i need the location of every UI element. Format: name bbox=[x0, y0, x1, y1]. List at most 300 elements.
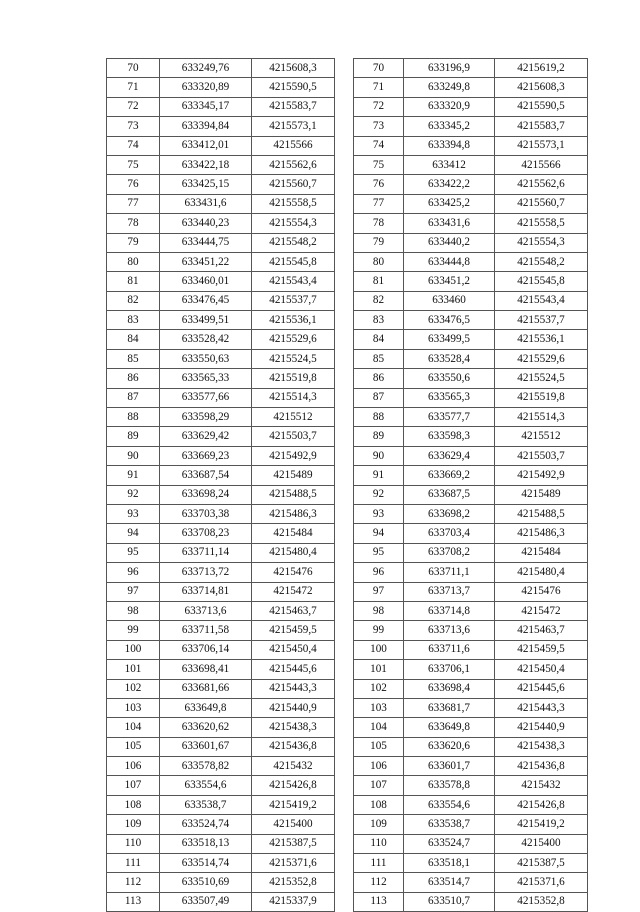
point-number-cell: 76 bbox=[107, 175, 160, 194]
x-coordinate-cell: 633412,01 bbox=[160, 136, 252, 155]
table-row bbox=[354, 97, 588, 116]
point-number-cell: 94 bbox=[354, 524, 404, 543]
table-row bbox=[107, 737, 335, 756]
point-number-cell: 72 bbox=[354, 97, 404, 116]
x-coordinate-cell: 633565,3 bbox=[404, 388, 495, 407]
y-coordinate-cell: 4215476 bbox=[252, 563, 335, 582]
point-number-cell: 95 bbox=[354, 543, 404, 562]
x-coordinate-cell: 633345,17 bbox=[160, 97, 252, 116]
x-coordinate-cell: 633713,6 bbox=[160, 601, 252, 620]
table-row bbox=[107, 349, 335, 368]
x-coordinate-cell: 633669,23 bbox=[160, 446, 252, 465]
table-row bbox=[107, 59, 335, 78]
table-row bbox=[354, 776, 588, 795]
table-row bbox=[354, 272, 588, 291]
y-coordinate-cell: 4215524,5 bbox=[495, 369, 588, 388]
table-row bbox=[107, 311, 335, 330]
point-number-cell: 93 bbox=[107, 504, 160, 523]
point-number-cell: 107 bbox=[107, 776, 160, 795]
x-coordinate-cell: 633460,01 bbox=[160, 272, 252, 291]
point-number-cell: 101 bbox=[107, 660, 160, 679]
x-coordinate-cell: 633394,8 bbox=[404, 136, 495, 155]
table-row bbox=[354, 155, 588, 174]
x-coordinate-cell: 633708,23 bbox=[160, 524, 252, 543]
x-coordinate-cell: 633565,33 bbox=[160, 369, 252, 388]
x-coordinate-cell: 633713,6 bbox=[404, 621, 495, 640]
y-coordinate-cell: 4215492,9 bbox=[495, 466, 588, 485]
table-row bbox=[354, 834, 588, 853]
point-number-cell: 100 bbox=[107, 640, 160, 659]
point-number-cell: 71 bbox=[354, 78, 404, 97]
table-row bbox=[107, 408, 335, 427]
point-number-cell: 87 bbox=[354, 388, 404, 407]
x-coordinate-cell: 633249,8 bbox=[404, 78, 495, 97]
table-row bbox=[107, 194, 335, 213]
y-coordinate-cell: 4215566 bbox=[252, 136, 335, 155]
y-coordinate-cell: 4215548,2 bbox=[495, 252, 588, 271]
x-coordinate-cell: 633649,8 bbox=[160, 698, 252, 717]
table-row bbox=[354, 349, 588, 368]
y-coordinate-cell: 4215450,4 bbox=[252, 640, 335, 659]
point-number-cell: 110 bbox=[107, 834, 160, 853]
table-row bbox=[107, 892, 335, 911]
point-number-cell: 103 bbox=[107, 698, 160, 717]
x-coordinate-cell: 633320,9 bbox=[404, 97, 495, 116]
table-row bbox=[354, 311, 588, 330]
y-coordinate-cell: 4215489 bbox=[252, 466, 335, 485]
table-row bbox=[354, 873, 588, 892]
table-row bbox=[354, 563, 588, 582]
table-row bbox=[107, 757, 335, 776]
y-coordinate-cell: 4215450,4 bbox=[495, 660, 588, 679]
table-row bbox=[354, 621, 588, 640]
y-coordinate-cell: 4215489 bbox=[495, 485, 588, 504]
table-row bbox=[354, 543, 588, 562]
x-coordinate-cell: 633687,54 bbox=[160, 466, 252, 485]
table-row bbox=[354, 718, 588, 737]
point-number-cell: 86 bbox=[107, 369, 160, 388]
table-row bbox=[354, 698, 588, 717]
y-coordinate-cell: 4215400 bbox=[495, 834, 588, 853]
y-coordinate-cell: 4215480,4 bbox=[252, 543, 335, 562]
y-coordinate-cell: 4215554,3 bbox=[252, 214, 335, 233]
point-number-cell: 79 bbox=[107, 233, 160, 252]
x-coordinate-cell: 633598,3 bbox=[404, 427, 495, 446]
table-row bbox=[107, 834, 335, 853]
x-coordinate-cell: 633524,7 bbox=[404, 834, 495, 853]
table-row bbox=[107, 214, 335, 233]
point-number-cell: 74 bbox=[107, 136, 160, 155]
x-coordinate-cell: 633713,7 bbox=[404, 582, 495, 601]
table-row bbox=[107, 815, 335, 834]
table-row bbox=[354, 136, 588, 155]
x-coordinate-cell: 633629,4 bbox=[404, 446, 495, 465]
y-coordinate-cell: 4215529,6 bbox=[495, 349, 588, 368]
table-row bbox=[354, 640, 588, 659]
y-coordinate-cell: 4215484 bbox=[252, 524, 335, 543]
y-coordinate-cell: 4215432 bbox=[252, 757, 335, 776]
coordinates-table-right bbox=[353, 58, 588, 912]
table-row bbox=[354, 175, 588, 194]
point-number-cell: 103 bbox=[354, 698, 404, 717]
point-number-cell: 107 bbox=[354, 776, 404, 795]
table-row bbox=[107, 524, 335, 543]
table-row bbox=[107, 621, 335, 640]
y-coordinate-cell: 4215440,9 bbox=[495, 718, 588, 737]
point-number-cell: 87 bbox=[107, 388, 160, 407]
point-number-cell: 99 bbox=[354, 621, 404, 640]
x-coordinate-cell: 633649,8 bbox=[404, 718, 495, 737]
point-number-cell: 98 bbox=[107, 601, 160, 620]
x-coordinate-cell: 633499,5 bbox=[404, 330, 495, 349]
x-coordinate-cell: 633578,8 bbox=[404, 776, 495, 795]
point-number-cell: 75 bbox=[354, 155, 404, 174]
point-number-cell: 79 bbox=[354, 233, 404, 252]
table-row bbox=[354, 117, 588, 136]
y-coordinate-cell: 4215545,8 bbox=[252, 252, 335, 271]
table-row bbox=[107, 369, 335, 388]
point-number-cell: 83 bbox=[354, 311, 404, 330]
point-number-cell: 70 bbox=[354, 59, 404, 78]
table-row bbox=[107, 155, 335, 174]
table-row bbox=[354, 330, 588, 349]
y-coordinate-cell: 4215440,9 bbox=[252, 698, 335, 717]
table-row bbox=[107, 640, 335, 659]
x-coordinate-cell: 633440,2 bbox=[404, 233, 495, 252]
table-row bbox=[354, 504, 588, 523]
x-coordinate-cell: 633538,7 bbox=[404, 815, 495, 834]
x-coordinate-cell: 633440,23 bbox=[160, 214, 252, 233]
point-number-cell: 111 bbox=[107, 854, 160, 873]
table-row bbox=[354, 892, 588, 911]
x-coordinate-cell: 633451,22 bbox=[160, 252, 252, 271]
x-coordinate-cell: 633669,2 bbox=[404, 466, 495, 485]
x-coordinate-cell: 633577,7 bbox=[404, 408, 495, 427]
y-coordinate-cell: 4215554,3 bbox=[495, 233, 588, 252]
y-coordinate-cell: 4215545,8 bbox=[495, 272, 588, 291]
table-row bbox=[107, 873, 335, 892]
point-number-cell: 78 bbox=[354, 214, 404, 233]
y-coordinate-cell: 4215537,7 bbox=[252, 291, 335, 310]
x-coordinate-cell: 633518,13 bbox=[160, 834, 252, 853]
point-number-cell: 70 bbox=[107, 59, 160, 78]
table-row bbox=[107, 117, 335, 136]
table-row bbox=[107, 543, 335, 562]
y-coordinate-cell: 4215562,6 bbox=[252, 155, 335, 174]
x-coordinate-cell: 633706,1 bbox=[404, 660, 495, 679]
x-coordinate-cell: 633196,9 bbox=[404, 59, 495, 78]
x-coordinate-cell: 633703,4 bbox=[404, 524, 495, 543]
point-number-cell: 102 bbox=[107, 679, 160, 698]
x-coordinate-cell: 633681,66 bbox=[160, 679, 252, 698]
point-number-cell: 102 bbox=[354, 679, 404, 698]
point-number-cell: 109 bbox=[354, 815, 404, 834]
x-coordinate-cell: 633249,76 bbox=[160, 59, 252, 78]
x-coordinate-cell: 633524,74 bbox=[160, 815, 252, 834]
table-row bbox=[107, 446, 335, 465]
y-coordinate-cell: 4215352,8 bbox=[252, 873, 335, 892]
y-coordinate-cell: 4215438,3 bbox=[252, 718, 335, 737]
table-row bbox=[107, 601, 335, 620]
y-coordinate-cell: 4215514,3 bbox=[495, 408, 588, 427]
table-row bbox=[107, 78, 335, 97]
y-coordinate-cell: 4215486,3 bbox=[252, 504, 335, 523]
table-row bbox=[107, 466, 335, 485]
y-coordinate-cell: 4215476 bbox=[495, 582, 588, 601]
x-coordinate-cell: 633431,6 bbox=[160, 194, 252, 213]
y-coordinate-cell: 4215503,7 bbox=[495, 446, 588, 465]
table-row bbox=[354, 582, 588, 601]
point-number-cell: 74 bbox=[354, 136, 404, 155]
y-coordinate-cell: 4215400 bbox=[252, 815, 335, 834]
y-coordinate-cell: 4215436,8 bbox=[495, 757, 588, 776]
x-coordinate-cell: 633451,2 bbox=[404, 272, 495, 291]
point-number-cell: 73 bbox=[107, 117, 160, 136]
x-coordinate-cell: 633698,4 bbox=[404, 679, 495, 698]
point-number-cell: 82 bbox=[107, 291, 160, 310]
table-row bbox=[354, 524, 588, 543]
point-number-cell: 113 bbox=[107, 892, 160, 911]
point-number-cell: 84 bbox=[107, 330, 160, 349]
y-coordinate-cell: 4215573,1 bbox=[495, 136, 588, 155]
x-coordinate-cell: 633687,5 bbox=[404, 485, 495, 504]
point-number-cell: 77 bbox=[107, 194, 160, 213]
coordinates-table-body bbox=[107, 59, 335, 912]
table-row bbox=[107, 485, 335, 504]
x-coordinate-cell: 633425,15 bbox=[160, 175, 252, 194]
point-number-cell: 97 bbox=[107, 582, 160, 601]
y-coordinate-cell: 4215519,8 bbox=[252, 369, 335, 388]
x-coordinate-cell: 633476,45 bbox=[160, 291, 252, 310]
point-number-cell: 80 bbox=[107, 252, 160, 271]
table-row bbox=[354, 233, 588, 252]
point-number-cell: 91 bbox=[107, 466, 160, 485]
point-number-cell: 91 bbox=[354, 466, 404, 485]
x-coordinate-cell: 633554,6 bbox=[404, 795, 495, 814]
x-coordinate-cell: 633510,7 bbox=[404, 892, 495, 911]
y-coordinate-cell: 4215419,2 bbox=[252, 795, 335, 814]
point-number-cell: 78 bbox=[107, 214, 160, 233]
y-coordinate-cell: 4215512 bbox=[252, 408, 335, 427]
point-number-cell: 101 bbox=[354, 660, 404, 679]
table-row bbox=[107, 718, 335, 737]
y-coordinate-cell: 4215488,5 bbox=[495, 504, 588, 523]
point-number-cell: 108 bbox=[354, 795, 404, 814]
table-row bbox=[107, 698, 335, 717]
x-coordinate-cell: 633444,75 bbox=[160, 233, 252, 252]
y-coordinate-cell: 4215503,7 bbox=[252, 427, 335, 446]
table-row bbox=[107, 679, 335, 698]
point-number-cell: 89 bbox=[354, 427, 404, 446]
y-coordinate-cell: 4215536,1 bbox=[252, 311, 335, 330]
x-coordinate-cell: 633425,2 bbox=[404, 194, 495, 213]
point-number-cell: 112 bbox=[107, 873, 160, 892]
table-row bbox=[107, 427, 335, 446]
table-row bbox=[354, 485, 588, 504]
y-coordinate-cell: 4215524,5 bbox=[252, 349, 335, 368]
table-row bbox=[354, 757, 588, 776]
y-coordinate-cell: 4215619,2 bbox=[495, 59, 588, 78]
y-coordinate-cell: 4215519,8 bbox=[495, 388, 588, 407]
point-number-cell: 88 bbox=[354, 408, 404, 427]
table-row bbox=[354, 369, 588, 388]
table-row bbox=[354, 252, 588, 271]
x-coordinate-cell: 633711,58 bbox=[160, 621, 252, 640]
table-row bbox=[107, 97, 335, 116]
table-row bbox=[107, 854, 335, 873]
x-coordinate-cell: 633528,4 bbox=[404, 349, 495, 368]
table-row bbox=[107, 233, 335, 252]
point-number-cell: 81 bbox=[107, 272, 160, 291]
table-row bbox=[354, 737, 588, 756]
point-number-cell: 96 bbox=[354, 563, 404, 582]
x-coordinate-cell: 633422,2 bbox=[404, 175, 495, 194]
x-coordinate-cell: 633601,7 bbox=[404, 757, 495, 776]
x-coordinate-cell: 633507,49 bbox=[160, 892, 252, 911]
table-row bbox=[107, 388, 335, 407]
table-row bbox=[354, 815, 588, 834]
point-number-cell: 105 bbox=[107, 737, 160, 756]
point-number-cell: 82 bbox=[354, 291, 404, 310]
x-coordinate-cell: 633681,7 bbox=[404, 698, 495, 717]
point-number-cell: 90 bbox=[354, 446, 404, 465]
x-coordinate-cell: 633345,2 bbox=[404, 117, 495, 136]
x-coordinate-cell: 633460 bbox=[404, 291, 495, 310]
x-coordinate-cell: 633698,2 bbox=[404, 504, 495, 523]
point-number-cell: 86 bbox=[354, 369, 404, 388]
point-number-cell: 111 bbox=[354, 854, 404, 873]
point-number-cell: 106 bbox=[107, 757, 160, 776]
table-row bbox=[107, 330, 335, 349]
point-number-cell: 110 bbox=[354, 834, 404, 853]
y-coordinate-cell: 4215488,5 bbox=[252, 485, 335, 504]
table-row bbox=[107, 795, 335, 814]
table-row bbox=[354, 446, 588, 465]
y-coordinate-cell: 4215371,6 bbox=[252, 854, 335, 873]
table-row bbox=[354, 660, 588, 679]
x-coordinate-cell: 633711,6 bbox=[404, 640, 495, 659]
y-coordinate-cell: 4215443,3 bbox=[252, 679, 335, 698]
x-coordinate-cell: 633698,24 bbox=[160, 485, 252, 504]
y-coordinate-cell: 4215432 bbox=[495, 776, 588, 795]
y-coordinate-cell: 4215480,4 bbox=[495, 563, 588, 582]
y-coordinate-cell: 4215512 bbox=[495, 427, 588, 446]
y-coordinate-cell: 4215560,7 bbox=[495, 194, 588, 213]
table-row bbox=[107, 582, 335, 601]
point-number-cell: 106 bbox=[354, 757, 404, 776]
y-coordinate-cell: 4215486,3 bbox=[495, 524, 588, 543]
table-row bbox=[107, 660, 335, 679]
y-coordinate-cell: 4215426,8 bbox=[495, 795, 588, 814]
y-coordinate-cell: 4215590,5 bbox=[252, 78, 335, 97]
x-coordinate-cell: 633708,2 bbox=[404, 543, 495, 562]
point-number-cell: 85 bbox=[354, 349, 404, 368]
y-coordinate-cell: 4215514,3 bbox=[252, 388, 335, 407]
y-coordinate-cell: 4215543,4 bbox=[252, 272, 335, 291]
y-coordinate-cell: 4215337,9 bbox=[252, 892, 335, 911]
point-number-cell: 97 bbox=[354, 582, 404, 601]
y-coordinate-cell: 4215419,2 bbox=[495, 815, 588, 834]
table-row bbox=[107, 504, 335, 523]
table-row bbox=[354, 854, 588, 873]
y-coordinate-cell: 4215472 bbox=[495, 601, 588, 620]
table-row bbox=[354, 291, 588, 310]
y-coordinate-cell: 4215560,7 bbox=[252, 175, 335, 194]
point-number-cell: 105 bbox=[354, 737, 404, 756]
point-number-cell: 93 bbox=[354, 504, 404, 523]
x-coordinate-cell: 633713,72 bbox=[160, 563, 252, 582]
y-coordinate-cell: 4215558,5 bbox=[495, 214, 588, 233]
x-coordinate-cell: 633431,6 bbox=[404, 214, 495, 233]
x-coordinate-cell: 633476,5 bbox=[404, 311, 495, 330]
x-coordinate-cell: 633578,82 bbox=[160, 757, 252, 776]
y-coordinate-cell: 4215459,5 bbox=[495, 640, 588, 659]
y-coordinate-cell: 4215583,7 bbox=[495, 117, 588, 136]
point-number-cell: 94 bbox=[107, 524, 160, 543]
point-number-cell: 71 bbox=[107, 78, 160, 97]
x-coordinate-cell: 633598,29 bbox=[160, 408, 252, 427]
table-row bbox=[354, 408, 588, 427]
point-number-cell: 104 bbox=[354, 718, 404, 737]
point-number-cell: 80 bbox=[354, 252, 404, 271]
point-number-cell: 108 bbox=[107, 795, 160, 814]
x-coordinate-cell: 633629,42 bbox=[160, 427, 252, 446]
x-coordinate-cell: 633577,66 bbox=[160, 388, 252, 407]
x-coordinate-cell: 633422,18 bbox=[160, 155, 252, 174]
x-coordinate-cell: 633528,42 bbox=[160, 330, 252, 349]
x-coordinate-cell: 633510,69 bbox=[160, 873, 252, 892]
y-coordinate-cell: 4215548,2 bbox=[252, 233, 335, 252]
point-number-cell: 89 bbox=[107, 427, 160, 446]
table-row bbox=[354, 388, 588, 407]
table-row bbox=[107, 291, 335, 310]
y-coordinate-cell: 4215536,1 bbox=[495, 330, 588, 349]
y-coordinate-cell: 4215426,8 bbox=[252, 776, 335, 795]
point-number-cell: 84 bbox=[354, 330, 404, 349]
y-coordinate-cell: 4215463,7 bbox=[252, 601, 335, 620]
point-number-cell: 104 bbox=[107, 718, 160, 737]
y-coordinate-cell: 4215463,7 bbox=[495, 621, 588, 640]
point-number-cell: 76 bbox=[354, 175, 404, 194]
x-coordinate-cell: 633554,6 bbox=[160, 776, 252, 795]
x-coordinate-cell: 633703,38 bbox=[160, 504, 252, 523]
y-coordinate-cell: 4215438,3 bbox=[495, 737, 588, 756]
table-row bbox=[107, 252, 335, 271]
point-number-cell: 75 bbox=[107, 155, 160, 174]
y-coordinate-cell: 4215445,6 bbox=[252, 660, 335, 679]
point-number-cell: 99 bbox=[107, 621, 160, 640]
table-row bbox=[107, 563, 335, 582]
table-row bbox=[107, 136, 335, 155]
y-coordinate-cell: 4215573,1 bbox=[252, 117, 335, 136]
x-coordinate-cell: 633714,81 bbox=[160, 582, 252, 601]
y-coordinate-cell: 4215537,7 bbox=[495, 311, 588, 330]
y-coordinate-cell: 4215484 bbox=[495, 543, 588, 562]
y-coordinate-cell: 4215566 bbox=[495, 155, 588, 174]
x-coordinate-cell: 633538,7 bbox=[160, 795, 252, 814]
point-number-cell: 92 bbox=[107, 485, 160, 504]
table-row bbox=[354, 59, 588, 78]
y-coordinate-cell: 4215436,8 bbox=[252, 737, 335, 756]
point-number-cell: 96 bbox=[107, 563, 160, 582]
x-coordinate-cell: 633698,41 bbox=[160, 660, 252, 679]
y-coordinate-cell: 4215352,8 bbox=[495, 892, 588, 911]
x-coordinate-cell: 633706,14 bbox=[160, 640, 252, 659]
y-coordinate-cell: 4215387,5 bbox=[252, 834, 335, 853]
table-row bbox=[354, 194, 588, 213]
x-coordinate-cell: 633550,63 bbox=[160, 349, 252, 368]
y-coordinate-cell: 4215543,4 bbox=[495, 291, 588, 310]
